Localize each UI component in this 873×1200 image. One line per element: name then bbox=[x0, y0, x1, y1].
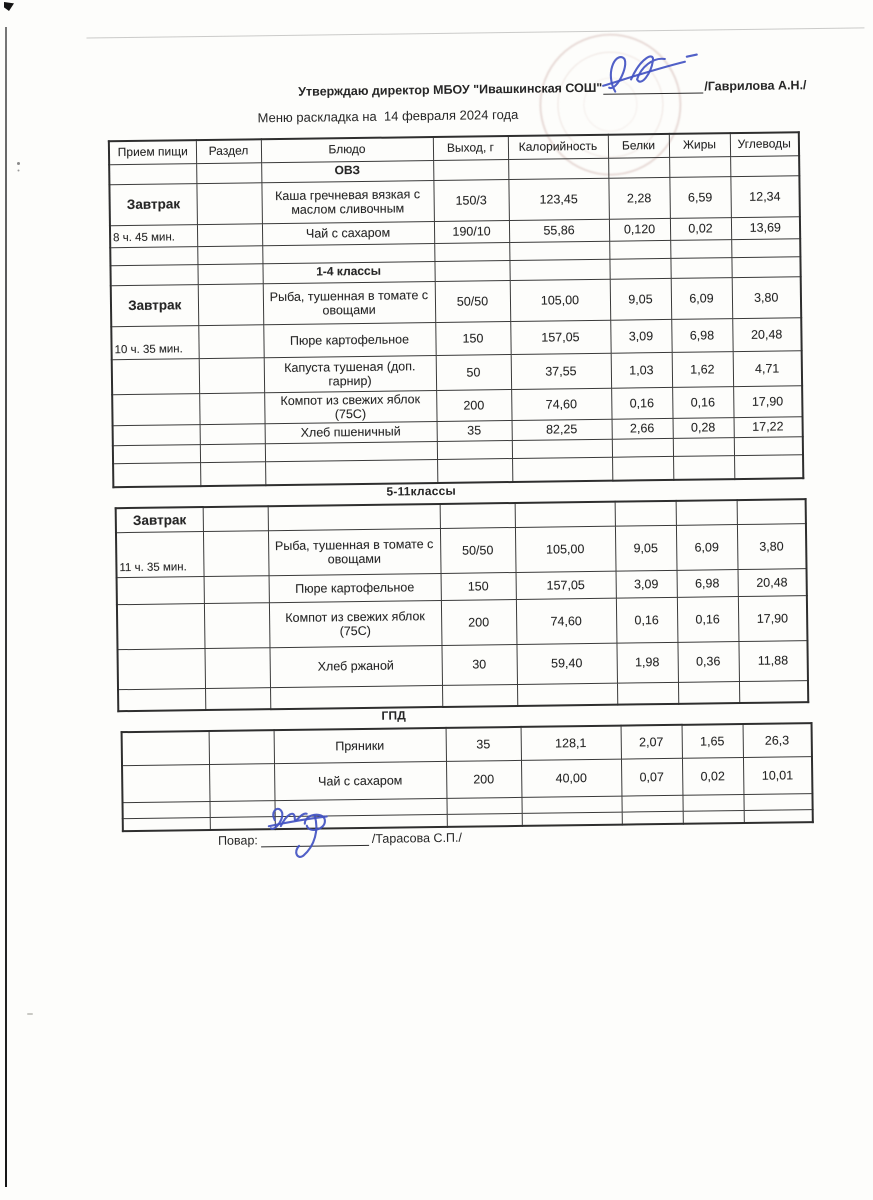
empty-cell bbox=[197, 223, 262, 246]
empty-cell bbox=[197, 263, 262, 284]
empty-cell bbox=[123, 801, 210, 818]
empty-cell bbox=[275, 814, 447, 829]
empty-cell bbox=[683, 810, 744, 824]
carbs-cell: 17,22 bbox=[734, 416, 803, 437]
protein-cell: 9,05 bbox=[615, 525, 677, 571]
dish-name-cell: Компот из свежих яблок (75С) bbox=[264, 390, 436, 423]
empty-cell bbox=[200, 443, 265, 462]
empty-cell bbox=[110, 246, 197, 265]
section-title-cell: ОВЗ bbox=[261, 160, 433, 182]
empty-cell bbox=[612, 438, 673, 457]
empty-cell bbox=[122, 764, 209, 802]
empty-cell bbox=[113, 462, 200, 487]
document-title: Меню раскладка на 14 февраля 2024 года bbox=[257, 106, 519, 126]
protein-cell: 9,05 bbox=[610, 278, 672, 320]
empty-cell bbox=[670, 257, 731, 278]
carbs-cell: 13,69 bbox=[731, 216, 800, 239]
empty-cell bbox=[117, 603, 205, 649]
empty-cell bbox=[615, 501, 676, 526]
empty-cell bbox=[737, 499, 806, 524]
empty-cell bbox=[117, 576, 204, 604]
column-header: Белки bbox=[608, 134, 669, 158]
empty-cell bbox=[268, 504, 440, 530]
dish-name-cell: Пряники bbox=[274, 728, 446, 763]
dish-name-cell: Компот из свежих яблок (75С) bbox=[269, 600, 442, 647]
protein-cell: 2,07 bbox=[621, 725, 682, 759]
empty-cell bbox=[512, 457, 612, 482]
meal-time-cell: 10 ч. 35 мин. bbox=[111, 325, 198, 359]
empty-cell bbox=[512, 439, 612, 458]
carbs-cell: 4,71 bbox=[733, 350, 802, 386]
column-header: Раздел bbox=[196, 139, 261, 163]
empty-cell bbox=[509, 259, 609, 280]
protein-cell: 1,98 bbox=[616, 642, 678, 683]
protein-cell: 2,66 bbox=[612, 418, 673, 439]
fat-cell: 0,02 bbox=[682, 757, 743, 795]
carbs-cell: 20,48 bbox=[732, 317, 801, 351]
table-host-gpd bbox=[121, 722, 814, 832]
fat-cell: 0,02 bbox=[670, 217, 731, 240]
calories-cell: 157,05 bbox=[510, 320, 610, 354]
empty-cell bbox=[734, 454, 803, 479]
empty-cell bbox=[203, 530, 269, 576]
empty-cell bbox=[744, 809, 813, 823]
approval-signatory: /Гаврилова А.Н./ bbox=[704, 78, 807, 94]
dish-name-cell: Рыба, тушенная в томате с овощами bbox=[268, 528, 441, 575]
section-label-gpd: ГПД bbox=[381, 708, 407, 723]
calories-cell: 55,86 bbox=[509, 219, 609, 242]
menu-table-5-11 bbox=[115, 498, 810, 712]
section-label-5-11: 5-11классы bbox=[386, 483, 456, 499]
empty-cell bbox=[517, 683, 617, 706]
empty-cell bbox=[203, 506, 268, 531]
empty-cell bbox=[265, 459, 437, 485]
column-header: Блюдо bbox=[261, 137, 433, 162]
empty-cell bbox=[200, 423, 265, 444]
empty-cell bbox=[200, 461, 265, 486]
carbs-cell: 11,88 bbox=[738, 640, 808, 681]
portion-cell: 200 bbox=[436, 389, 511, 421]
empty-cell bbox=[204, 602, 270, 648]
empty-cell bbox=[731, 256, 800, 277]
column-header: Выход, г bbox=[433, 136, 508, 160]
fat-cell: 6,98 bbox=[671, 318, 732, 352]
empty-cell bbox=[743, 793, 812, 810]
protein-cell: 1,03 bbox=[611, 352, 672, 388]
empty-cell bbox=[113, 424, 200, 445]
empty-cell bbox=[673, 455, 734, 480]
empty-cell bbox=[446, 797, 521, 814]
empty-cell bbox=[437, 458, 512, 483]
empty-cell bbox=[734, 436, 803, 455]
empty-cell bbox=[447, 813, 522, 827]
empty-cell bbox=[122, 731, 209, 765]
calories-cell: 157,05 bbox=[516, 571, 616, 599]
empty-cell bbox=[196, 182, 262, 224]
empty-cell bbox=[508, 158, 608, 179]
empty-cell bbox=[210, 816, 275, 830]
empty-cell bbox=[678, 681, 739, 704]
empty-cell bbox=[521, 796, 621, 813]
dish-name-cell: Хлеб пшеничный bbox=[265, 421, 437, 443]
dish-name-cell: Каша гречневая вязкая с маслом сливочным bbox=[261, 180, 434, 223]
calories-cell: 82,25 bbox=[512, 419, 612, 440]
empty-cell bbox=[262, 243, 434, 263]
fat-cell: 0,28 bbox=[673, 417, 734, 438]
empty-cell bbox=[622, 811, 683, 825]
empty-cell bbox=[209, 800, 274, 817]
cook-signature-line bbox=[261, 831, 369, 847]
dish-name-cell: Рыба, тушенная в томате с овощами bbox=[263, 281, 436, 324]
protein-cell: 0,120 bbox=[609, 218, 670, 241]
empty-cell bbox=[617, 682, 678, 705]
carbs-cell: 17,90 bbox=[733, 385, 802, 417]
portion-cell: 35 bbox=[446, 727, 521, 761]
empty-cell bbox=[204, 575, 269, 603]
calories-cell: 40,00 bbox=[521, 759, 621, 797]
empty-cell bbox=[265, 441, 437, 461]
empty-cell bbox=[609, 258, 670, 279]
empty-cell bbox=[434, 242, 509, 261]
empty-cell bbox=[198, 283, 264, 325]
portion-cell: 200 bbox=[446, 760, 521, 798]
carbs-cell: 3,80 bbox=[737, 523, 807, 569]
empty-cell bbox=[669, 156, 730, 177]
fat-cell: 6,09 bbox=[671, 277, 733, 319]
column-header: Калорийность bbox=[508, 135, 608, 159]
portion-cell: 50 bbox=[436, 354, 511, 390]
cook-label: Повар: bbox=[217, 833, 258, 848]
fat-cell: 6,09 bbox=[676, 524, 738, 570]
fat-cell: 0,16 bbox=[672, 386, 733, 418]
empty-cell bbox=[433, 159, 508, 180]
fat-cell: 1,62 bbox=[672, 351, 733, 387]
empty-cell bbox=[123, 817, 210, 831]
empty-cell bbox=[437, 440, 512, 459]
empty-cell bbox=[730, 155, 799, 176]
empty-cell bbox=[118, 648, 206, 689]
carbs-cell: 20,48 bbox=[738, 568, 807, 596]
director-signature-line bbox=[603, 78, 703, 94]
empty-cell bbox=[196, 162, 261, 183]
protein-cell: 2,28 bbox=[608, 177, 670, 219]
table-host-5-11 bbox=[115, 498, 810, 712]
empty-cell bbox=[270, 685, 442, 709]
meal-name-cell: Завтрак bbox=[116, 507, 203, 532]
empty-cell bbox=[112, 358, 199, 394]
menu-table-gpd bbox=[121, 722, 814, 832]
section-title-cell: 1-4 классы bbox=[262, 261, 434, 283]
calories-cell: 105,00 bbox=[515, 526, 616, 572]
portion-cell: 35 bbox=[437, 420, 512, 441]
empty-cell bbox=[682, 794, 743, 811]
empty-cell bbox=[204, 647, 270, 688]
portion-cell: 150/3 bbox=[433, 179, 509, 221]
cook-line bbox=[218, 830, 462, 848]
carbs-cell: 10,01 bbox=[743, 756, 812, 794]
table-host-ovz-1-4 bbox=[108, 131, 804, 488]
protein-cell: 0,07 bbox=[621, 758, 682, 796]
protein-cell: 0,16 bbox=[611, 387, 672, 419]
empty-cell bbox=[509, 241, 609, 260]
portion-cell: 200 bbox=[441, 599, 517, 645]
carbs-cell: 17,90 bbox=[738, 595, 808, 641]
carbs-cell: 3,80 bbox=[732, 276, 802, 318]
approval-text: Утверждаю директор МБОУ "Ивашкинская СОШ" bbox=[298, 80, 603, 99]
portion-cell: 50/50 bbox=[435, 280, 511, 322]
protein-cell: 0,16 bbox=[616, 597, 678, 643]
empty-cell bbox=[440, 503, 515, 528]
calories-cell: 59,40 bbox=[516, 643, 617, 684]
dish-name-cell: Пюре картофельное bbox=[263, 322, 435, 357]
empty-cell bbox=[434, 260, 509, 281]
fat-cell: 6,98 bbox=[677, 569, 738, 597]
empty-cell bbox=[609, 240, 670, 259]
empty-cell bbox=[199, 392, 264, 424]
fat-cell: 1,65 bbox=[682, 724, 743, 758]
dish-name-cell: Пюре картофельное bbox=[269, 573, 441, 602]
dish-name-cell: Капуста тушеная (доп. гарнир) bbox=[264, 355, 436, 392]
portion-cell: 150 bbox=[441, 572, 516, 600]
meal-name-cell: Завтрак bbox=[111, 284, 199, 326]
empty-cell bbox=[199, 357, 264, 393]
meal-name-cell: Завтрак bbox=[109, 183, 197, 225]
portion-cell: 50/50 bbox=[440, 527, 516, 573]
empty-cell bbox=[197, 245, 262, 264]
calories-cell: 74,60 bbox=[511, 388, 611, 420]
empty-cell bbox=[670, 239, 731, 258]
fat-cell: 0,36 bbox=[677, 641, 739, 682]
empty-cell bbox=[205, 687, 270, 710]
column-header: Жиры bbox=[669, 133, 730, 157]
empty-cell bbox=[109, 163, 196, 184]
fat-cell: 6,59 bbox=[669, 176, 731, 218]
calories-cell: 123,45 bbox=[508, 178, 609, 220]
empty-cell bbox=[739, 680, 808, 703]
calories-cell: 105,00 bbox=[510, 279, 611, 321]
empty-cell bbox=[118, 688, 205, 711]
portion-cell: 30 bbox=[441, 644, 517, 685]
empty-cell bbox=[515, 502, 615, 527]
empty-cell bbox=[608, 157, 669, 178]
column-header: Прием пищи bbox=[109, 140, 196, 164]
dish-name-cell: Хлеб ржаной bbox=[269, 645, 442, 687]
fat-cell: 0,16 bbox=[677, 596, 739, 642]
cook-signatory: /Тарасова С.П./ bbox=[371, 830, 463, 846]
empty-cell bbox=[198, 324, 263, 358]
protein-cell: 3,09 bbox=[610, 319, 671, 353]
dish-name-cell: Чай с сахаром bbox=[274, 761, 446, 800]
empty-cell bbox=[209, 763, 274, 801]
empty-cell bbox=[673, 437, 734, 456]
column-header: Углеводы bbox=[730, 132, 799, 156]
empty-cell bbox=[676, 500, 737, 525]
calories-cell: 128,1 bbox=[521, 726, 621, 760]
calories-cell: 74,60 bbox=[516, 598, 617, 644]
meal-time-cell: 8 ч. 45 мин. bbox=[110, 224, 197, 247]
empty-cell bbox=[110, 264, 197, 285]
empty-cell bbox=[612, 456, 673, 481]
empty-cell bbox=[113, 444, 200, 463]
menu-table-ovz-and-1-4 bbox=[108, 131, 804, 488]
portion-cell: 190/10 bbox=[434, 220, 509, 243]
empty-cell bbox=[112, 393, 199, 425]
dish-name-cell: Чай с сахаром bbox=[262, 221, 434, 245]
protein-cell: 3,09 bbox=[616, 570, 677, 598]
empty-cell bbox=[522, 812, 622, 826]
paper-edge-shadow bbox=[86, 27, 864, 38]
carbs-cell: 26,3 bbox=[743, 723, 812, 757]
carbs-cell: 12,34 bbox=[730, 175, 800, 217]
empty-cell bbox=[442, 684, 517, 707]
empty-cell bbox=[209, 730, 274, 764]
empty-cell bbox=[621, 795, 682, 812]
calories-cell: 37,55 bbox=[511, 353, 611, 389]
empty-cell bbox=[731, 238, 800, 257]
portion-cell: 150 bbox=[435, 321, 510, 355]
meal-time-cell: 11 ч. 35 мин. bbox=[116, 531, 204, 577]
